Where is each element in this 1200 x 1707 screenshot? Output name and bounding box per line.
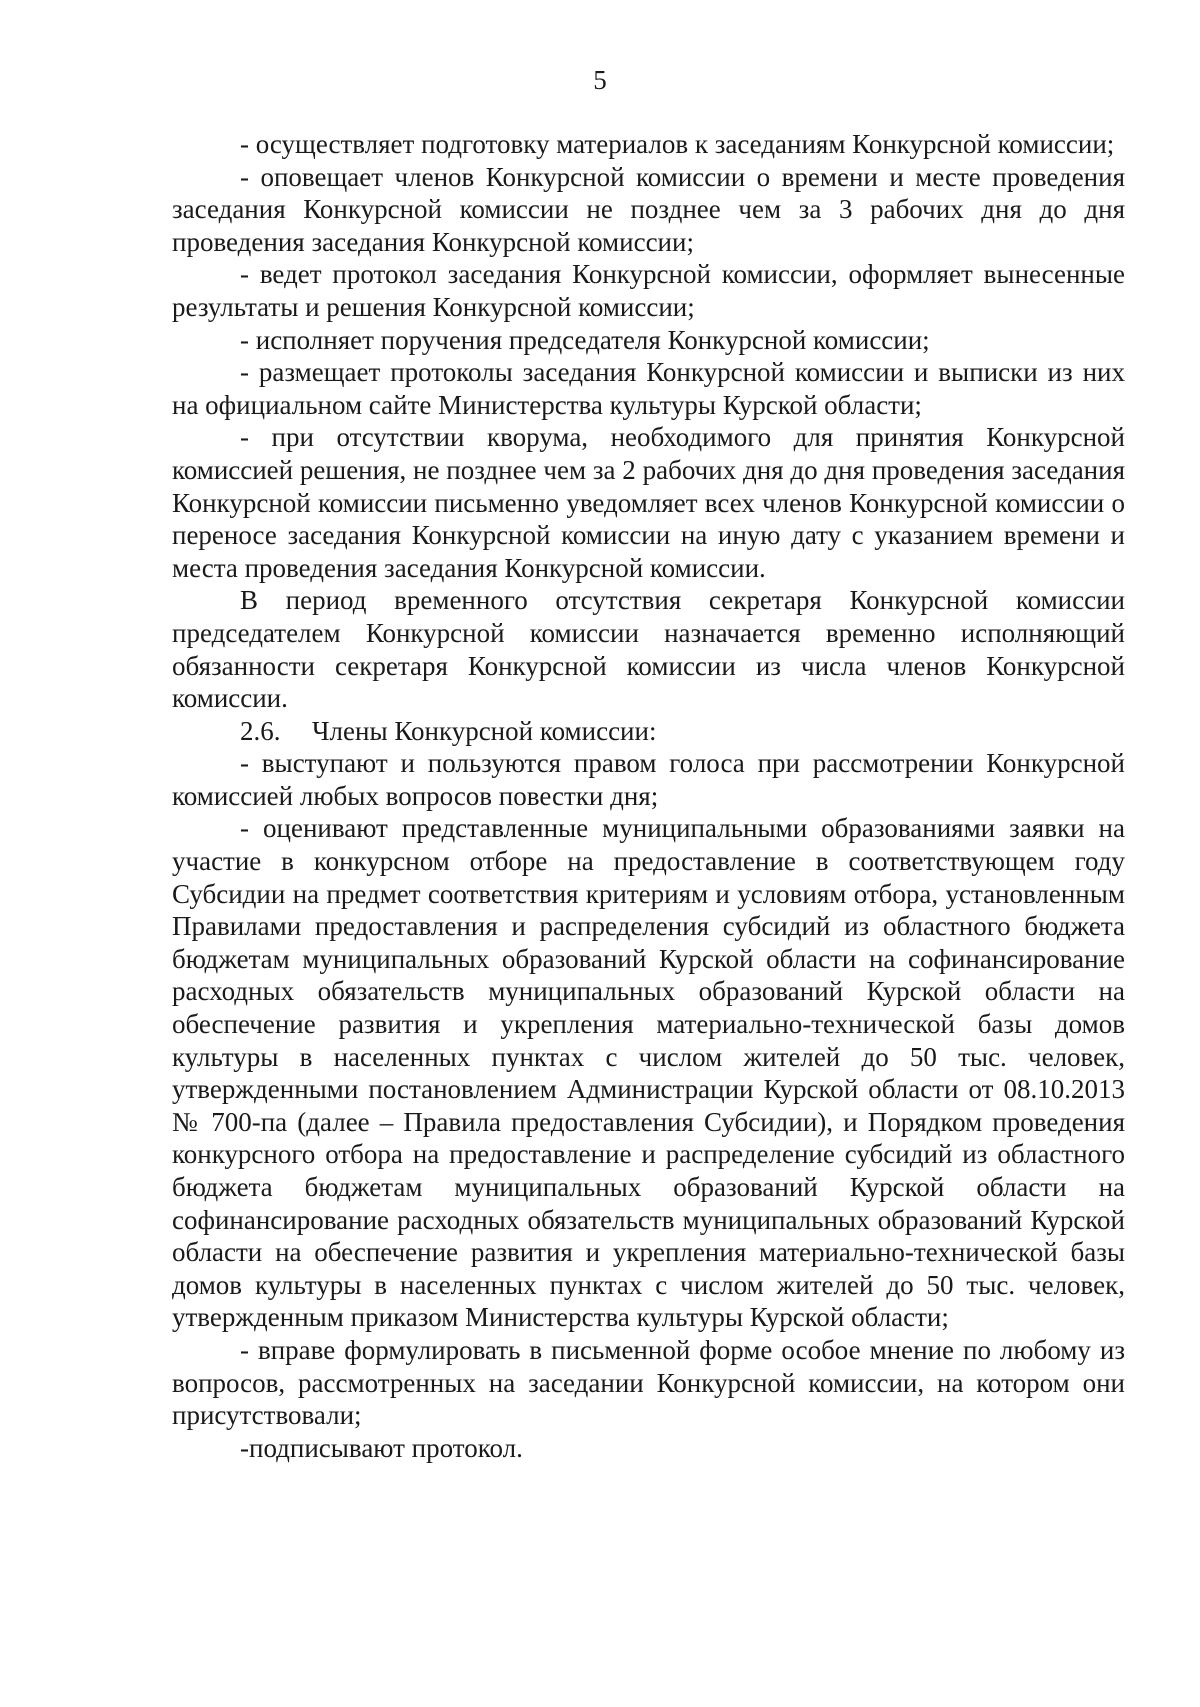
page-number: 5	[593, 65, 607, 95]
paragraph-no-quorum: - при отсутствии кворума, необходимого для принятия Конкурсной комиссией решения, не позднее чем за 2 рабочих дня до дня проведения заседания Конкурсной комиссии письменно уведомляет всех членов Конкурсной комиссии о переносе заседания Конкурсной комиссии на иную дату с указанием времени и места проведения заседания Конкурсной комиссии.	[172, 422, 1125, 583]
paragraph-sign-protocol: -подписывают протокол.	[240, 1432, 523, 1463]
paragraph-notify-members: - оповещает членов Конкурсной комиссии о времени и месте проведения заседания Конкурсной комиссии не позднее чем за 3 рабочих дня до дня проведения заседания Конкурсной комиссии;	[172, 161, 1125, 257]
section-title: Члены Конкурсной комиссии:	[312, 715, 657, 746]
paragraph-evaluate-applications: - оценивают представленные муниципальными образованиями заявки на участие в конкурсном отборе на предоставление в соответствующем году Субсидии на предмет соответствия критериям и условиям отбора, установленным Правилами предоставления и распределения субсидий из областного бюджета бюджетам муниципальных образований Курской области на софинансирование расходных обязательств муниципальных образований Курской области на обеспечение развития и укрепления материально-технической базы домов культуры в населенных пунктах с числом жителей до 50 тыс. человек, утвержденными постановлением Администрации Курской области от 08.10.2013 № 700-па (далее – Правила предоставления Субсидии), и Порядком проведения конкурсного отбора на предоставление и распределение субсидий из областного бюджета бюджетам муниципальных образований Курской области на софинансирование расходных обязательств муниципальных образований Курской области на обеспечение развития и укрепления материально-технической базы домов культуры в населенных пунктах с числом жителей до 50 тыс. человек, утвержденным приказом Министерства культуры Курской области;	[172, 813, 1125, 1333]
paragraph-special-opinion: - вправе формулировать в письменной форме особое мнение по любому из вопросов, рассмотренных на заседании Конкурсной комиссии, на котором они присутствовали;	[172, 1334, 1125, 1431]
paragraph-keep-protocol: - ведет протокол заседания Конкурсной комиссии, оформляет вынесенные результаты и решения Конкурсной комиссии;	[172, 259, 1125, 322]
document-body	[172, 128, 1125, 1464]
paragraph-publish-protocols: - размещает протоколы заседания Конкурсной комиссии и выписки из них на официальном сайте Министерства культуры Курской области;	[172, 357, 1125, 420]
paragraph-voting-right: - выступают и пользуются правом голоса при рассмотрении Конкурсной комиссией любых вопросов повестки дня;	[172, 748, 1125, 811]
section-number: 2.6.	[240, 715, 281, 746]
paragraph-temporary-secretary: В период временного отсутствия секретаря Конкурсной комиссии председателем Конкурсной комиссии назначается временно исполняющий обязанности секретаря Конкурсной комиссии из числа членов Конкурсной комиссии.	[172, 585, 1125, 714]
paragraph-execute-orders: - исполняет поручения председателя Конкурсной комиссии;	[240, 324, 930, 355]
paragraph-prepare-materials: - осуществляет подготовку материалов к заседаниям Конкурсной комиссии;	[240, 129, 1115, 159]
section-heading	[172, 715, 1125, 748]
